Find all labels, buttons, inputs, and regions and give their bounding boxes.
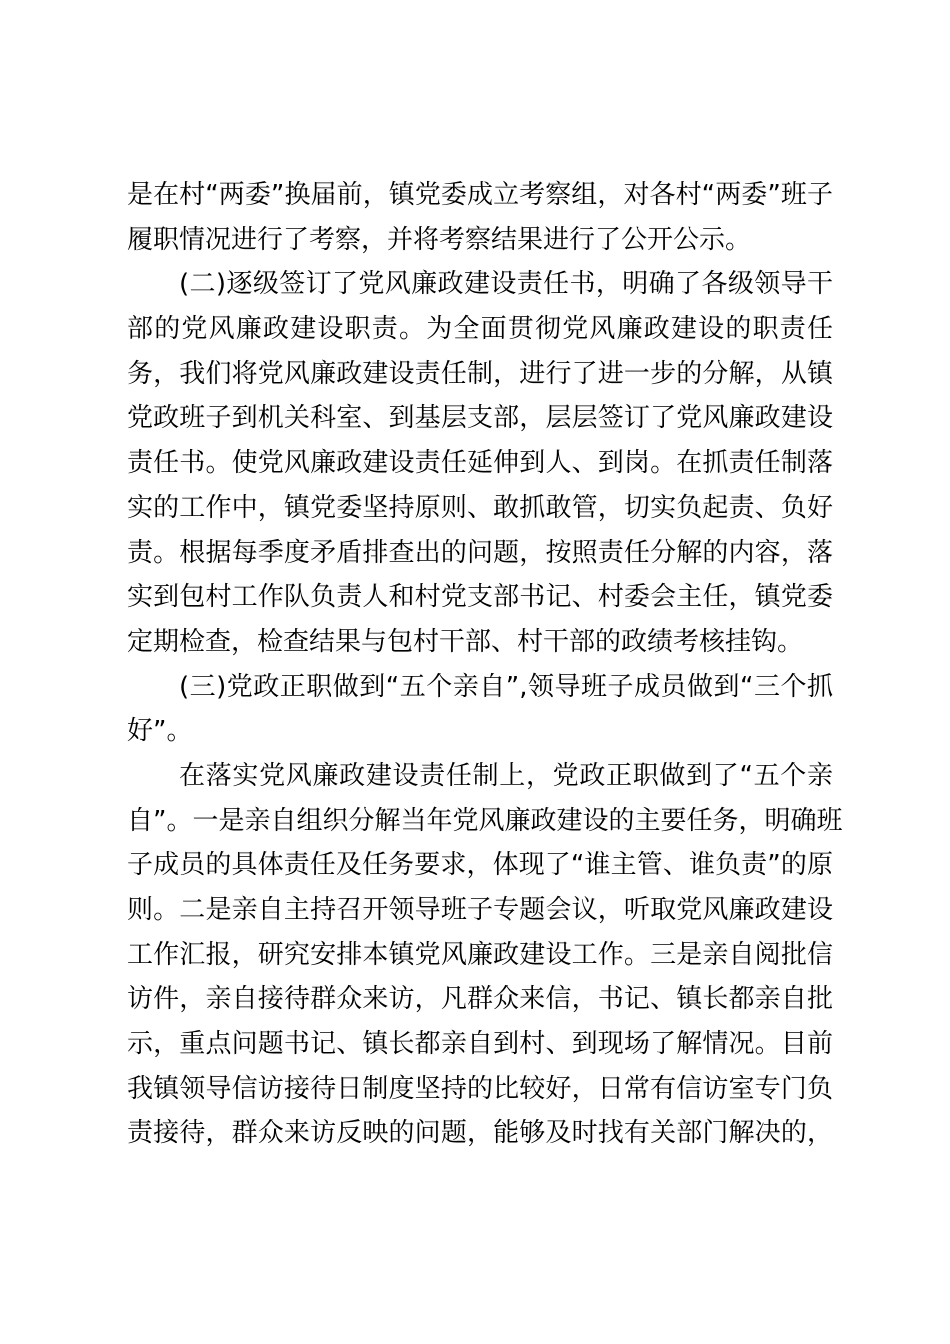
text-line: 履职情况进行了考察，并将考察结果进行了公开公示。 <box>127 224 752 255</box>
text-line: 责。根据每季度矛盾排查出的问题，按照责任分解的内容，落 <box>127 537 833 568</box>
text-line: 我镇领导信访接待日制度坚持的比较好，日常有信访室专门负 <box>127 1073 833 1104</box>
text-line: 责任书。使党风廉政建设责任延伸到人、到岗。在抓责任制落 <box>127 448 833 479</box>
text-line: (三)党政正职做到“五个亲自”,领导班子成员做到“三个抓 <box>179 671 833 702</box>
text-line: 实到包村工作队负责人和村党支部书记、村委会主任，镇党委 <box>127 582 833 613</box>
text-line: 是在村“两委”换届前，镇党委成立考察组，对各村“两委”班子 <box>127 180 833 210</box>
text-line: 好”。 <box>127 716 193 747</box>
text-line: 定期检查，检查结果与包村干部、村干部的政绩考核挂钩。 <box>127 626 804 657</box>
document-body <box>127 173 843 1156</box>
text-line: 责接待，群众来访反映的问题，能够及时找有关部门解决的， <box>127 1118 833 1149</box>
text-line: 工作汇报，研究安排本镇党风廉政建设工作。三是亲自阅批信 <box>127 939 833 970</box>
text-line: 党政班子到机关科室、到基层支部，层层签订了党风廉政建设 <box>127 403 833 434</box>
text-line: 子成员的具体责任及任务要求，体现了“谁主管、谁负责”的原 <box>127 850 833 881</box>
text-line: 自”。一是亲自组织分解当年党风廉政建设的主要任务，明确班 <box>127 805 843 836</box>
text-line: 在落实党风廉政建设责任制上，党政正职做到了“五个亲 <box>179 760 833 791</box>
text-line: 示，重点问题书记、镇长都亲自到村、到现场了解情况。目前 <box>127 1029 833 1060</box>
text-line: (二)逐级签订了党风廉政建设责任书，明确了各级领导干 <box>179 269 833 300</box>
text-line: 实的工作中，镇党委坚持原则、敢抓敢管，切实负起责、负好 <box>127 492 833 523</box>
text-line: 务，我们将党风廉政建设责任制，进行了进一步的分解，从镇 <box>127 358 833 389</box>
text-line: 部的党风廉政建设职责。为全面贯彻党风廉政建设的职责任 <box>127 314 833 345</box>
text-line: 则。二是亲自主持召开领导班子专题会议，听取党风廉政建设 <box>127 895 833 925</box>
text-line: 访件，亲自接待群众来访，凡群众来信，书记、镇长都亲自批 <box>127 984 833 1015</box>
